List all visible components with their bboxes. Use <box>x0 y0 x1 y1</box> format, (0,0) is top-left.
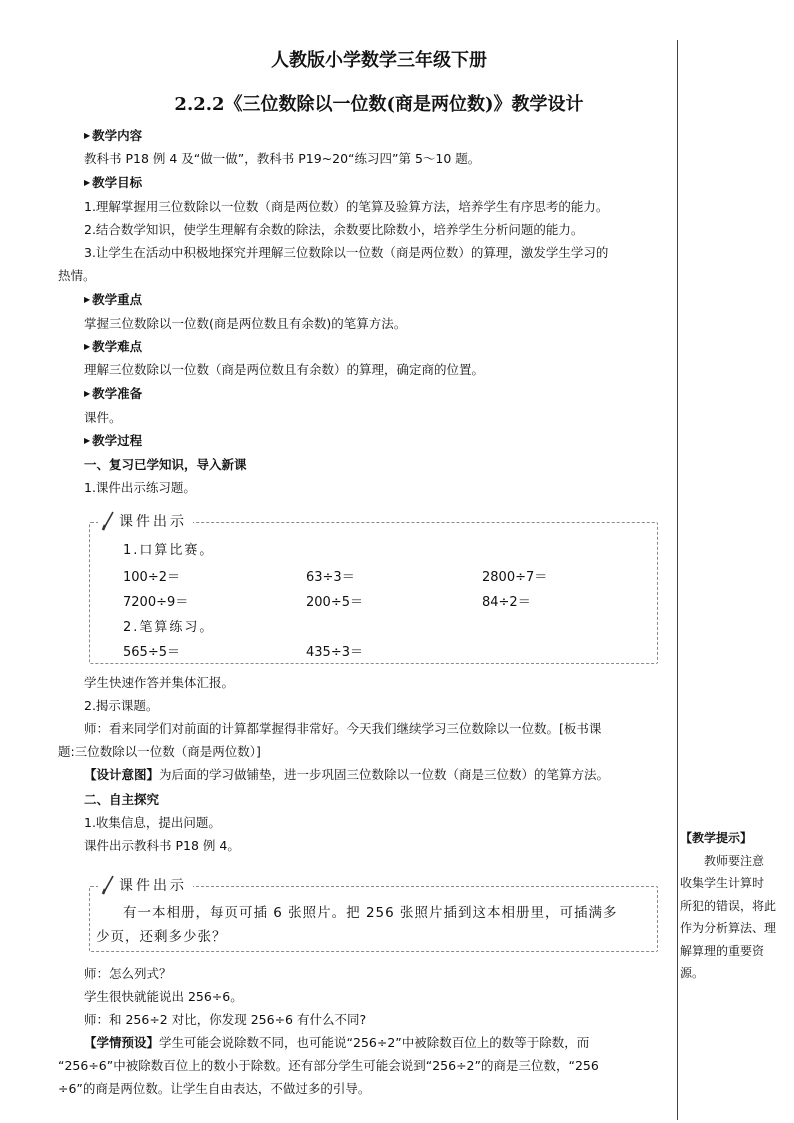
preset-line-2: “256÷6”中被除数百位上的数小于除数。还有部分学生可能会说到“256÷2”的商是三位数，“256 <box>58 1058 599 1073</box>
question-2: 师：和 256÷2 对比，你发现 256÷6 有什么不同? <box>84 1012 367 1027</box>
preset-line-3: ÷6”的商是两位数。让学生自由表达，不做过多的引导。 <box>58 1081 371 1096</box>
question-1: 师：怎么列式？ <box>84 966 172 981</box>
key-text: 掌握三位数除以一位数(商是两位数且有余数)的笔算方法。 <box>84 316 407 331</box>
answer-1: 学生很快就能说出 256÷6。 <box>84 989 243 1004</box>
goal-3-line-2: 热情。 <box>58 268 96 283</box>
difficulty-heading: ▶ 教学难点 <box>84 339 143 354</box>
courseware-box-1 <box>89 514 658 664</box>
document-title: 人教版小学数学三年级下册 <box>271 50 487 71</box>
oral-item: 84÷2＝ <box>482 595 531 610</box>
oral-item: 7200÷9＝ <box>123 595 189 610</box>
triangle-bullet-icon: ▶ <box>84 436 91 445</box>
teaching-tip <box>680 830 790 982</box>
problem-line-1: 有一本相册，每页可插 6 张照片。把 256 张照片插到这本相册里，可插满多 <box>123 905 618 921</box>
oral-item: 200÷5＝ <box>306 595 363 610</box>
part-2-show: 课件出示教科书 P18 例 4。 <box>84 838 240 853</box>
triangle-bullet-icon: ▶ <box>84 389 91 398</box>
written-item: 435÷3＝ <box>306 645 363 660</box>
triangle-bullet-icon: ▶ <box>84 342 91 351</box>
content-text: 教科书 P18 例 4 及“做一做”，教科书 P19~20“练习四”第 5～10 题。 <box>84 151 481 166</box>
prep-text: 课件。 <box>84 410 122 425</box>
tip-line: 教师要注意 <box>704 853 765 868</box>
tip-line: 解算理的重要资 <box>680 943 765 958</box>
oral-heading: 1.口算比赛。 <box>123 543 215 558</box>
written-item: 565÷5＝ <box>123 645 180 660</box>
part-1-report: 学生快速作答并集体汇报。 <box>84 675 235 690</box>
pen-icon <box>100 875 116 895</box>
problem-line-2: 少页，还剩多少张？ <box>96 929 227 945</box>
triangle-bullet-icon: ▶ <box>84 295 91 304</box>
goal-1: 1.理解掌握用三位数除以一位数（商是两位数）的笔算及验算方法，培养学生有序思考的能力。 <box>84 199 609 214</box>
tip-title: 【教学提示】 <box>680 831 753 845</box>
content-heading: ▶ 教学内容 <box>84 128 143 143</box>
design-intent: 【设计意图】为后面的学习做铺垫，进一步巩固三位数除以一位数（商是三位数）的笔算方法。 <box>84 767 610 782</box>
part-1-heading: 一、复习已学知识，导入新课 <box>84 457 247 472</box>
goals-heading: ▶ 教学目标 <box>84 175 143 190</box>
difficulty-text: 理解三位数除以一位数（商是两位数且有余数）的算理，确定商的位置。 <box>84 362 485 377</box>
pen-icon <box>100 511 116 531</box>
part-1-step-1: 1.课件出示练习题。 <box>84 480 196 495</box>
triangle-bullet-icon: ▶ <box>84 131 91 140</box>
written-heading: 2.笔算练习。 <box>123 620 215 635</box>
courseware-label: 课件出示 <box>98 511 193 531</box>
oral-item: 2800÷7＝ <box>482 570 548 585</box>
part-2-step-1: 1.收集信息，提出问题。 <box>84 815 221 830</box>
triangle-bullet-icon: ▶ <box>84 178 91 187</box>
courseware-label: 课件出示 <box>98 875 193 895</box>
teacher-line-2: 题:三位数除以一位数（商是两位数）] <box>58 744 261 759</box>
part-1-step-2: 2.揭示课题。 <box>84 698 159 713</box>
teacher-line-1: 师：看来同学们对前面的计算都掌握得非常好。今天我们继续学习三位数除以一位数。[板书课 <box>84 721 602 736</box>
tip-line: 收集学生计算时 <box>680 876 765 890</box>
lesson-title: 2.2.2《三位数除以一位数(商是两位数)》教学设计 <box>174 94 584 115</box>
key-heading: ▶ 教学重点 <box>84 292 143 307</box>
prep-heading: ▶ 教学准备 <box>84 386 143 401</box>
sidebar-divider <box>677 40 678 1120</box>
preset-line-1: 【学情预设】学生可能会说除数不同，也可能说“256÷2”中被除数百位上的数等于除数，而 <box>84 1035 590 1050</box>
tip-line: 所犯的错误，将此 <box>680 898 777 913</box>
tip-line: 源。 <box>680 966 705 980</box>
oral-item: 100÷2＝ <box>123 570 180 585</box>
goal-2: 2.结合数学知识，使学生理解有余数的除法，余数要比除数小，培养学生分析问题的能力。 <box>84 222 584 237</box>
courseware-box-2 <box>89 878 658 952</box>
goal-3-line-1: 3.让学生在活动中积极地探究并理解三位数除以一位数（商是两位数）的算理，激发学生学习的 <box>84 245 609 260</box>
tip-line: 作为分析算法、理 <box>680 921 777 935</box>
process-heading: ▶ 教学过程 <box>84 433 143 448</box>
part-2-heading: 二、自主探究 <box>84 792 160 807</box>
oral-item: 63÷3＝ <box>306 570 355 585</box>
